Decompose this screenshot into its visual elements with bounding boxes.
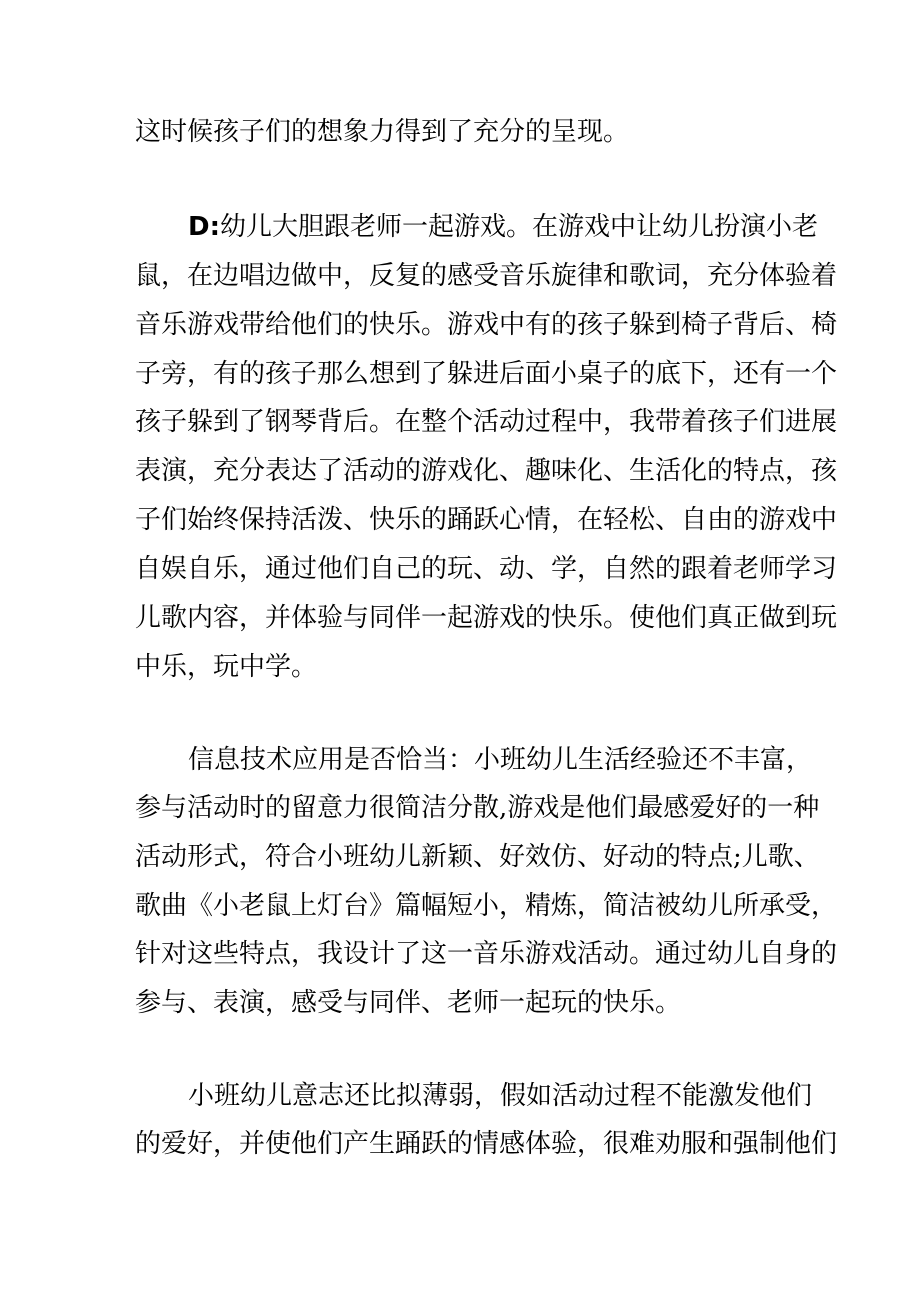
paragraph-2-line-9: 儿歌内容，并体验与同伴一起游戏的快乐。使他们真正做到玩 [135, 603, 838, 633]
paragraph-4-line-2: 的爱好，并使他们产生踊跃的情感体验，很难劝服和强制他们 [135, 1129, 838, 1159]
paragraph-3-line-1: 信息技术应用是否恰当：小班幼儿生活经验还不丰富， [188, 745, 813, 775]
paragraph-2-line-2: 鼠，在边唱边做中，反复的感受音乐旋律和歌词，充分体验着 [135, 261, 838, 291]
paragraph-2-line-4: 子旁，有的孩子那么想到了躲进后面小桌子的底下，还有一个 [135, 359, 838, 389]
section-label-d: D: [188, 212, 220, 242]
paragraph-3-line-3: 活动形式，符合小班幼儿新颖、好效仿、好动的特点;儿歌、 [135, 842, 820, 872]
paragraph-1-line-1: 这时候孩子们的想象力得到了充分的呈现。 [135, 117, 630, 147]
paragraph-2-line-6: 表演，充分表达了活动的游戏化、趣味化、生活化的特点，孩 [135, 456, 838, 486]
paragraph-3-line-6: 参与、表演，感受与同伴、老师一起玩的快乐。 [135, 988, 682, 1018]
paragraph-3-line-4: 歌曲《小老鼠上灯台》篇幅短小，精炼，简洁被幼儿所承受， [135, 891, 838, 921]
paragraph-2-line-1-text: 幼儿大胆跟老师一起游戏。在游戏中让幼儿扮演小老 [219, 212, 818, 242]
paragraph-2-line-10: 中乐，玩中学。 [135, 652, 318, 682]
paragraph-2-line-5: 孩子躲到了钢琴背后。在整个活动过程中，我带着孩子们进展 [135, 407, 838, 437]
paragraph-2-line-1 [188, 212, 818, 242]
paragraph-4-line-1: 小班幼儿意志还比拟薄弱，假如活动过程不能激发他们 [188, 1081, 813, 1111]
paragraph-3-line-2: 参与活动时的留意力很简洁分散,游戏是他们最感爱好的一种 [135, 793, 820, 823]
paragraph-2-line-7: 子们始终保持活泼、快乐的踊跃心情，在轻松、自由的游戏中 [135, 505, 838, 535]
paragraph-2-line-3: 音乐游戏带给他们的快乐。游戏中有的孩子躲到椅子背后、椅 [135, 310, 838, 340]
paragraph-2-line-8: 自娱自乐，通过他们自己的玩、动、学，自然的跟着老师学习 [135, 554, 838, 584]
paragraph-3-line-5: 针对这些特点，我设计了这一音乐游戏活动。通过幼儿自身的 [135, 939, 838, 969]
